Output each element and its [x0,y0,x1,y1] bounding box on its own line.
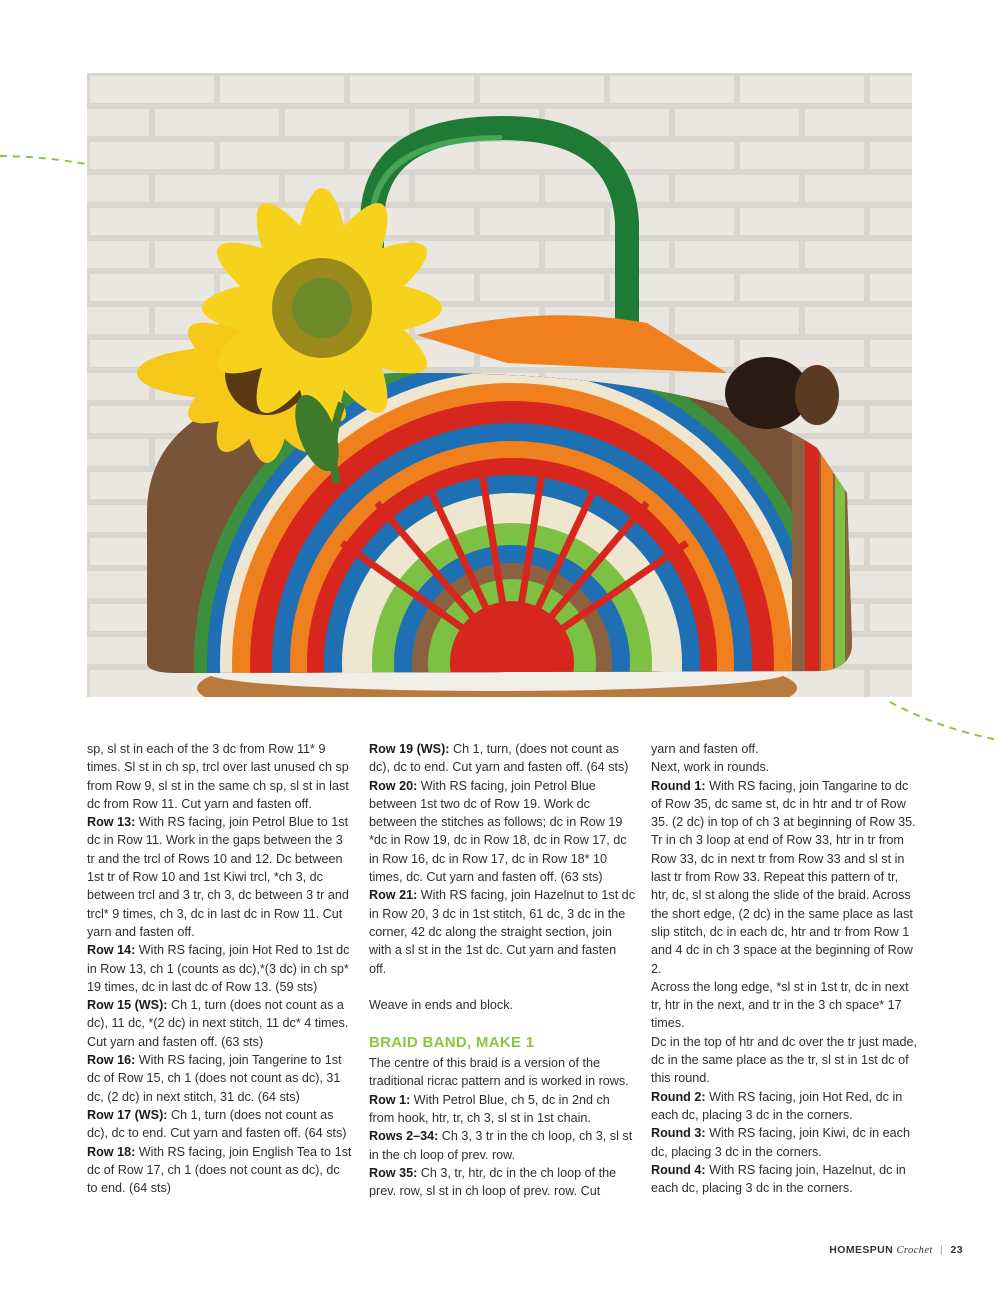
row-label: Row 18: [87,1144,136,1159]
magazine-subtitle: Crochet [896,1245,933,1256]
footer-separator: | [940,1244,944,1256]
paragraph: Next, work in rounds. [651,760,770,775]
row-text: With RS facing, join English Tea to 1st dc of Row 17, ch 1 (does not count as dc), dc to end. (64 sts) [87,1144,352,1196]
row-label: Row 20: [369,778,418,793]
round-label: Round 2: [651,1089,706,1104]
row-text: Ch 1, turn (does not count as dc), dc to end. Cut yarn and fasten off. (64 sts) [87,1107,347,1141]
text-column-2 [369,740,635,1201]
row-text: With RS facing, join Petrol Blue to 1st dc in Row 11. Work in the gaps between the 3 tr and the trcl of Rows 10 and 12. Dc between 1st tr of Row 10 and 1st Kiwi trcl, *ch 3, dc between trcl and 3 tr, ch 3, dc between 3 tr and trcl* 9 times, ch 3, dc in last dc in Row 11. Cut yarn and fasten off. [87,815,349,939]
pattern-round [651,1124,917,1161]
row-label: Row 13: [87,815,136,830]
pattern-row [369,1127,635,1164]
round-label: Round 3: [651,1126,706,1141]
paragraph: Dc in the top of htr and dc over the tr just made, dc in the same place as the tr, sl st in 1st dc of this round. [651,1034,918,1086]
row-label: Row 15 (WS): [87,998,168,1013]
pattern-row [369,740,635,777]
row-label: Row 21: [369,888,418,903]
row-text: With RS facing, join Hot Red to 1st dc in Row 13, ch 1 (counts as dc),*(3 dc) in ch sp* 19 times, dc in last dc of Row 13. (59 sts) [87,943,350,994]
round-text: With RS facing, join Kiwi, dc in each dc, placing 3 dc in the corners. [651,1126,910,1159]
row-text: Ch 3, 3 tr in the ch loop, ch 3, sl st in the ch loop of prev. row. [369,1129,633,1162]
row-text: With RS facing, join Petrol Blue between 1st two dc of Row 19. Work dc between the stitches as follows; dc in Row 19 *dc in Row 19, dc in Row 18, dc in Row 17, dc in Row 16, dc in Row 17, dc in Row 18* 10 times, dc. Cut yarn and fasten off. (63 sts) [369,778,627,885]
pattern-row [87,996,353,1051]
pattern-row [87,1143,353,1198]
page-footer [829,1244,963,1256]
paragraph: yarn and fasten off. [651,742,759,756]
row-label: Rows 2–34: [369,1129,439,1144]
round-text: With RS facing, join Hot Red, dc in each dc, placing 3 dc in the corners. [651,1089,903,1122]
pattern-row [87,1106,353,1143]
paragraph: The centre of this braid is a version of the traditional ricrac pattern and is worked in rows. [369,1056,629,1089]
pattern-round [651,777,917,978]
paragraph: Across the long edge, *sl st in 1st tr, dc in next tr, htr in the next, and tr in the 3 ch space* 17 times. [651,979,909,1031]
product-photo [87,73,912,697]
text-column-1 [87,740,353,1197]
dashed-line-decoration [0,150,90,170]
pattern-round [651,1161,917,1198]
pattern-round [651,1088,917,1125]
row-label: Row 17 (WS): [87,1107,168,1122]
row-text: With RS facing, join Tangerine to 1st dc of Row 15, ch 1 (does not count as dc), 31 dc, (2 dc) in next stitch, 31 dc. (64 sts) [87,1053,342,1104]
pattern-row [87,941,353,996]
magazine-name: HOMESPUN [829,1244,894,1256]
pattern-row [369,1164,635,1201]
pattern-row [369,886,635,977]
round-label: Round 1: [651,778,706,793]
round-label: Round 4: [651,1162,706,1177]
row-text: Ch 1, turn, (does not count as dc), dc to end. Cut yarn and fasten off. (64 sts) [369,742,629,775]
text-column-3 [651,740,917,1197]
paragraph: Weave in ends and block. [369,997,513,1012]
dashed-line-decoration [888,698,999,744]
paragraph: sp, sl st in each of the 3 dc from Row 11* 9 times. Sl st in ch sp, trcl over last unused ch sp from Row 9, sl st in the same ch sp, sl st in last dc from Row 11. Cut yarn and fasten off. [87,742,349,811]
row-text: With Petrol Blue, ch 5, dc in 2nd ch from hook, htr, tr, ch 3, sl st in 1st chain. [369,1092,610,1126]
row-label: Row 35: [369,1165,418,1180]
pattern-row [87,813,353,941]
row-text: Ch 3, tr, htr, dc in the ch loop of the prev. row, sl st in ch loop of prev. row. Cut [369,1165,617,1199]
pattern-row [87,1051,353,1106]
row-label: Row 14: [87,943,136,958]
row-label: Row 1: [369,1092,411,1107]
round-text: With RS facing join, Hazelnut, dc in each dc, placing 3 dc in the corners. [651,1162,906,1196]
pattern-row [369,777,635,887]
section-heading: BRAID BAND, MAKE 1 [369,1034,535,1052]
row-label: Row 16: [87,1053,136,1068]
page-number: 23 [950,1244,963,1256]
round-text: With RS facing, join Tangarine to dc of Row 35, dc same st, dc in htr and tr of Row 35. (2 dc) in top of ch 3 at beginning of Row 35. Tr in ch 3 loop at end of Row 33, htr in tr from Row 33, dc in next tr from Row 33 and sl st in last tr from Row 33. Repeat this pattern of tr, htr, dc, sl st along the slide of the braid. Across the short edge, (2 dc) in the same place as last slip stitch, dc in each dc, htr and tr from Row 1 and 4 dc in ch 3 space at the beginning of Row 2. [651,778,916,976]
pattern-row [369,1091,635,1128]
row-text: With RS facing, join Hazelnut to 1st dc in Row 20, 3 dc in 1st stitch, 61 dc, 3 dc in the corner, 42 dc along the straight section, join with a sl st in the 1st dc. Cut yarn and fasten off. [369,888,635,976]
row-label: Row 19 (WS): [369,742,450,756]
row-text: Ch 1, turn (does not count as a dc), 11 dc, *(2 dc) in next stitch, 11 dc* 4 times. Cut yarn and fasten off. (63 sts) [87,998,349,1049]
